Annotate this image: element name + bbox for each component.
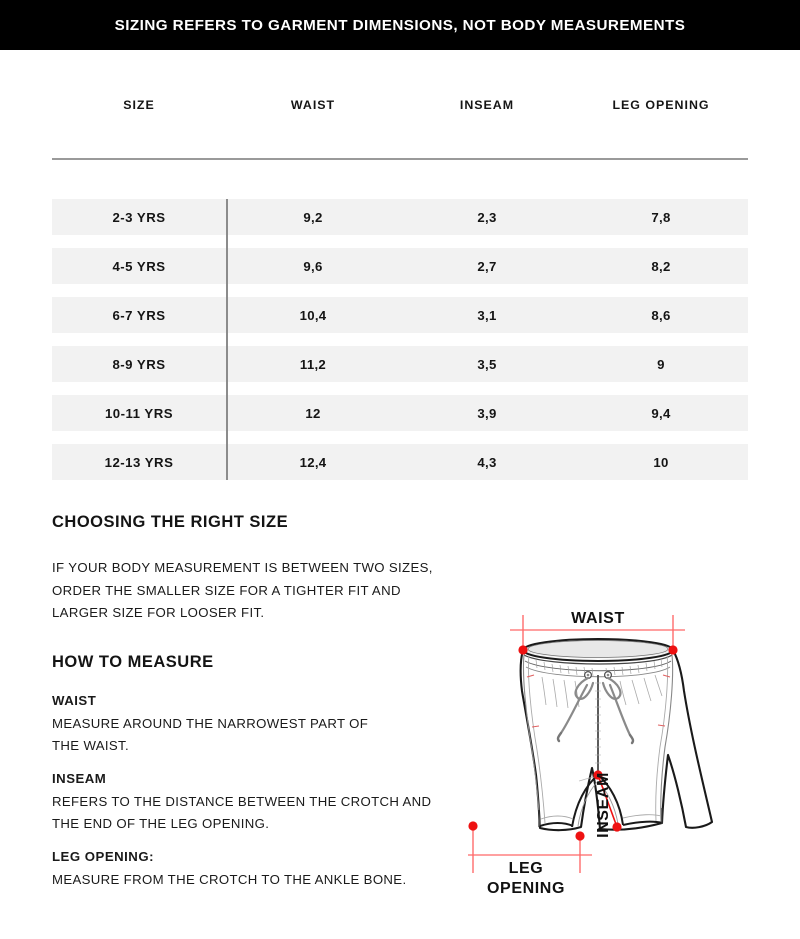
measure-leg-opening-label: LEG OPENING: [52,849,154,864]
table-row [52,444,748,480]
column-header-size: SIZE [123,98,155,112]
column-header-waist: WAIST [290,98,336,112]
measure-inseam-block [52,768,482,836]
table-row [52,297,748,333]
table-row [52,248,748,284]
table-cell-size: 12-13 YRS [104,454,174,470]
table-cell-size: 4-5 YRS [112,258,166,274]
measure-waist-block [52,690,472,758]
marker-inseam-hem [612,822,621,831]
choosing-size-line-1: IF YOUR BODY MEASUREMENT IS BETWEEN TWO SIZES, [52,560,433,575]
table-cell-size: 6-7 YRS [112,307,166,323]
table-row [52,199,748,235]
header-banner [0,0,800,50]
table-cell-leg_opening: 7,8 [651,209,671,225]
choosing-size-line-2: ORDER THE SMALLER SIZE FOR A TIGHTER FIT AND [52,582,401,598]
table-cell-waist: 12 [305,405,321,421]
table-header-row [52,86,748,124]
marker-leg-outer [468,821,477,830]
marker-leg-inner [575,831,584,840]
measure-waist-line-1: MEASURE AROUND THE NARROWEST PART OF [52,715,369,731]
measure-waist-label: WAIST [52,693,97,708]
table-cell-inseam: 3,1 [477,307,497,323]
shorts-measurement-diagram [460,605,800,905]
diagram-waist-label: WAIST [571,610,625,627]
table-body [52,199,748,480]
table-cell-leg_opening: 10 [653,454,669,470]
choosing-size-text [52,557,482,625]
table-cell-size: 10-11 YRS [104,405,174,421]
column-header-inseam: INSEAM [459,98,515,112]
table-cell-leg_opening: 8,2 [651,258,671,274]
size-table [52,86,748,470]
table-cell-waist: 11,2 [299,356,327,372]
table-vertical-divider [226,199,228,480]
measure-inseam-label: INSEAM [52,771,107,786]
table-cell-inseam: 2,3 [477,209,497,225]
table-cell-inseam: 3,9 [477,405,497,421]
measure-leg-opening-block [52,846,482,891]
table-cell-leg_opening: 9 [657,356,665,372]
table-cell-inseam: 4,3 [477,454,497,470]
diagram-leg-opening-label-line2: OPENING [487,880,565,897]
diagram-inseam-label: INSEAM [595,772,612,838]
table-cell-waist: 9,6 [303,258,323,274]
diagram-leg-opening-label-line1: LEG [508,860,544,877]
table-row [52,346,748,382]
table-cell-waist: 10,4 [299,307,327,323]
table-row [52,395,748,431]
choosing-size-line-3: LARGER SIZE FOR LOOSER FIT. [52,605,265,620]
table-cell-leg_opening: 8,6 [651,307,671,323]
measure-leg-opening-line-1: MEASURE FROM THE CROTCH TO THE ANKLE BONE. [52,871,407,887]
measure-inseam-line-2: THE END OF THE LEG OPENING. [52,816,270,831]
table-cell-leg_opening: 9,4 [651,405,671,421]
shorts-illustration [521,639,712,830]
choosing-size-title: CHOOSING THE RIGHT SIZE [52,513,289,531]
table-header-divider [52,158,748,160]
table-cell-inseam: 3,5 [477,356,497,372]
marker-waist-right [668,645,677,654]
measure-waist-line-2: THE WAIST. [52,738,130,753]
table-cell-waist: 9,2 [303,209,323,225]
table-cell-size: 2-3 YRS [112,209,166,225]
measure-inseam-line-1: REFERS TO THE DISTANCE BETWEEN THE CROTCH AND [52,793,432,809]
banner-title: SIZING REFERS TO GARMENT DIMENSIONS, NOT BODY MEASUREMENTS [114,16,686,34]
table-cell-size: 8-9 YRS [112,356,166,372]
how-to-measure-title: HOW TO MEASURE [52,653,214,671]
column-header-leg-opening: LEG OPENING [612,98,710,112]
marker-waist-left [518,645,527,654]
table-cell-inseam: 2,7 [477,258,497,274]
table-cell-waist: 12,4 [299,454,327,470]
